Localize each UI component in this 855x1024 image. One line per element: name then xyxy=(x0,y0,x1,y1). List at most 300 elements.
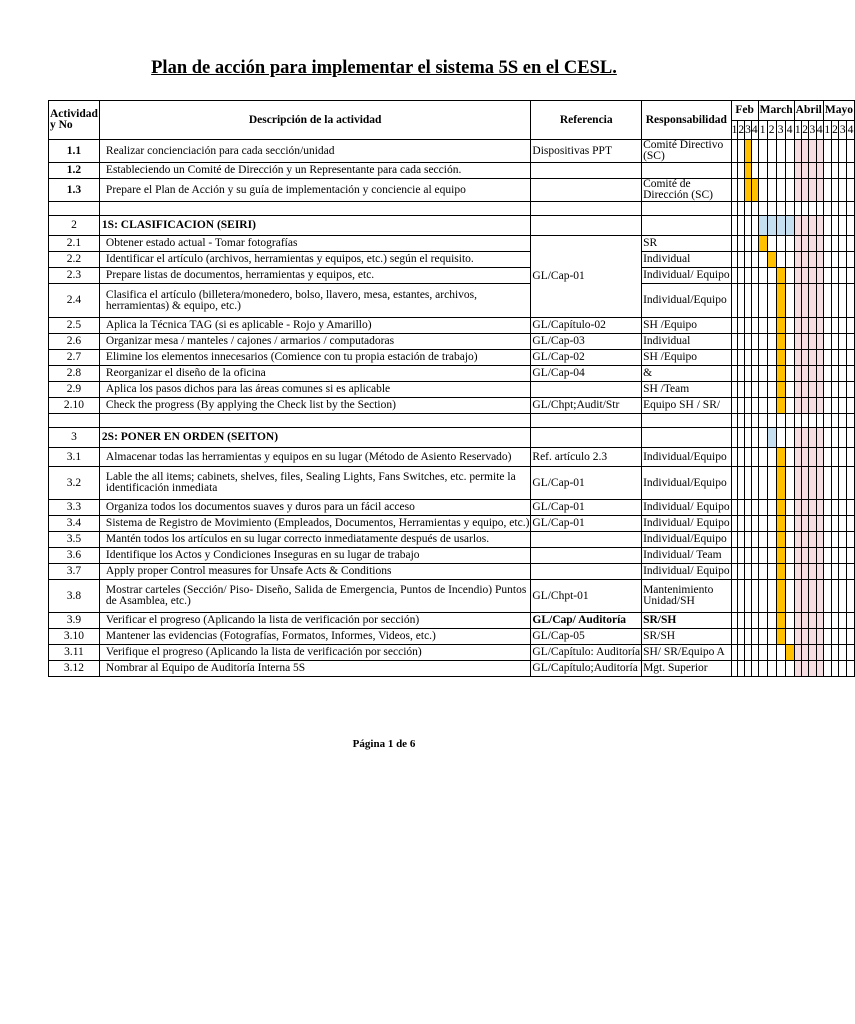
week-cell xyxy=(816,140,823,163)
week-cell xyxy=(823,179,831,202)
activity-responsibility: Equipo SH / SR/ xyxy=(642,398,732,414)
week-cell xyxy=(831,398,839,414)
week-cell xyxy=(801,548,808,564)
week-cell xyxy=(809,516,816,532)
spacer-cell xyxy=(758,414,767,428)
week-cell xyxy=(801,252,808,268)
activity-id: 3.6 xyxy=(49,548,100,564)
week-cell xyxy=(758,382,767,398)
activity-row xyxy=(49,661,855,677)
activity-description: Check the progress (By applying the Check list by the Section) xyxy=(99,398,530,414)
week-cell xyxy=(767,645,776,661)
activity-description: Verificar el progreso (Aplicando la lista de verificación por sección) xyxy=(99,613,530,629)
week-cell xyxy=(731,216,738,236)
week-cell xyxy=(745,350,752,366)
week-cell xyxy=(785,163,794,179)
activity-row xyxy=(49,236,855,252)
week-cell xyxy=(794,661,801,677)
week-cell xyxy=(816,236,823,252)
week-cell xyxy=(751,661,758,677)
activity-responsibility xyxy=(642,428,732,448)
week-cell xyxy=(831,382,839,398)
week-cell xyxy=(816,216,823,236)
week-cell xyxy=(776,216,785,236)
week-cell xyxy=(794,318,801,334)
week-cell xyxy=(776,613,785,629)
week-cell xyxy=(816,350,823,366)
week-cell xyxy=(745,548,752,564)
week-cell xyxy=(816,548,823,564)
week-cell xyxy=(801,645,808,661)
week-cell xyxy=(809,268,816,284)
week-cell xyxy=(785,216,794,236)
spacer-cell xyxy=(785,202,794,216)
week-cell xyxy=(745,645,752,661)
activity-description: Clasifica el artículo (billetera/monedero, bolso, llavero, mesa, estantes, archivos, herramientas) & equipo, etc.) xyxy=(99,284,530,318)
week-cell xyxy=(823,629,831,645)
week-cell xyxy=(847,629,855,645)
activity-responsibility: Individual/ Equipo xyxy=(642,516,732,532)
week-cell xyxy=(809,467,816,500)
spacer-cell xyxy=(642,202,732,216)
activity-id: 3.2 xyxy=(49,467,100,500)
week-cell xyxy=(785,252,794,268)
activity-id: 3.5 xyxy=(49,532,100,548)
week-cell xyxy=(776,428,785,448)
week-cell xyxy=(847,366,855,382)
spacer-cell xyxy=(731,202,738,216)
week-cell xyxy=(839,366,847,382)
week-cell xyxy=(758,428,767,448)
week-cell xyxy=(809,252,816,268)
week-cell xyxy=(738,252,745,268)
week-cell xyxy=(839,613,847,629)
week-cell xyxy=(831,532,839,548)
activity-responsibility: Comité Directivo (SC) xyxy=(642,140,732,163)
spacer-cell xyxy=(794,414,801,428)
spacer-cell xyxy=(839,414,847,428)
activity-responsibility: Individual/Equipo xyxy=(642,467,732,500)
activity-row xyxy=(49,140,855,163)
week-cell xyxy=(731,366,738,382)
spacer-cell xyxy=(738,414,745,428)
week-cell xyxy=(809,629,816,645)
week-cell xyxy=(809,366,816,382)
week-cell xyxy=(847,516,855,532)
week-cell xyxy=(823,318,831,334)
week-cell xyxy=(758,268,767,284)
week-cell xyxy=(745,532,752,548)
week-cell xyxy=(758,645,767,661)
week-cell xyxy=(831,516,839,532)
week-cell xyxy=(738,629,745,645)
week-cell xyxy=(809,448,816,467)
spacer-cell xyxy=(816,414,823,428)
week-cell xyxy=(767,398,776,414)
week-cell xyxy=(767,428,776,448)
week-cell xyxy=(758,350,767,366)
week-cell xyxy=(745,163,752,179)
week-cell xyxy=(831,318,839,334)
week-cell xyxy=(847,284,855,318)
week-cell xyxy=(831,661,839,677)
week-cell xyxy=(839,216,847,236)
activity-description: Verifique el progreso (Aplicando la lista de verificación por sección) xyxy=(99,645,530,661)
activity-id: 1.2 xyxy=(49,163,100,179)
week-cell xyxy=(831,366,839,382)
week-cell xyxy=(847,428,855,448)
week-cell xyxy=(751,467,758,500)
week-cell xyxy=(816,532,823,548)
activity-row xyxy=(49,366,855,382)
week-cell xyxy=(794,236,801,252)
week-cell xyxy=(745,382,752,398)
activity-responsibility: Individual xyxy=(642,334,732,350)
activity-responsibility: Mantenimiento Unidad/SH xyxy=(642,580,732,613)
activity-reference: GL/Cap/ Auditoría xyxy=(531,613,642,629)
week-cell xyxy=(794,382,801,398)
week-cell xyxy=(767,366,776,382)
week-cell xyxy=(758,252,767,268)
week-cell xyxy=(731,645,738,661)
week-cell xyxy=(823,548,831,564)
week-cell xyxy=(785,284,794,318)
week-cell xyxy=(738,268,745,284)
week-cell xyxy=(847,179,855,202)
week-cell xyxy=(847,216,855,236)
activity-reference: GL/Cap-05 xyxy=(531,629,642,645)
week-cell xyxy=(823,236,831,252)
week-cell xyxy=(751,252,758,268)
spacer-cell xyxy=(816,202,823,216)
week-cell xyxy=(839,318,847,334)
week-cell xyxy=(823,645,831,661)
spacer-cell xyxy=(809,414,816,428)
week-cell xyxy=(745,500,752,516)
week-cell xyxy=(816,428,823,448)
week-number: 2 xyxy=(767,121,776,140)
week-cell xyxy=(785,467,794,500)
week-cell xyxy=(823,140,831,163)
week-cell xyxy=(751,268,758,284)
week-cell xyxy=(731,448,738,467)
week-cell xyxy=(758,548,767,564)
week-cell xyxy=(801,350,808,366)
week-cell xyxy=(794,580,801,613)
week-cell xyxy=(785,179,794,202)
week-cell xyxy=(823,500,831,516)
week-cell xyxy=(794,366,801,382)
activity-row xyxy=(49,629,855,645)
week-cell xyxy=(839,448,847,467)
week-cell xyxy=(767,179,776,202)
activity-description: Prepare el Plan de Acción y su guía de implementación y conciencie al equipo xyxy=(99,179,530,202)
week-cell xyxy=(751,500,758,516)
week-cell xyxy=(776,532,785,548)
week-cell xyxy=(776,284,785,318)
week-cell xyxy=(738,350,745,366)
week-cell xyxy=(731,163,738,179)
activity-responsibility: Individual/ Equipo xyxy=(642,500,732,516)
week-cell xyxy=(794,398,801,414)
week-cell xyxy=(767,252,776,268)
week-cell xyxy=(816,580,823,613)
document-title xyxy=(0,58,768,79)
week-cell xyxy=(731,516,738,532)
week-cell xyxy=(847,163,855,179)
week-cell xyxy=(801,268,808,284)
week-cell xyxy=(758,236,767,252)
week-cell xyxy=(847,398,855,414)
header-descripcion: Descripción de la actividad xyxy=(99,101,530,140)
week-cell xyxy=(745,564,752,580)
week-cell xyxy=(785,516,794,532)
activity-reference xyxy=(531,532,642,548)
week-cell xyxy=(751,532,758,548)
week-cell xyxy=(758,216,767,236)
week-cell xyxy=(823,398,831,414)
week-cell xyxy=(847,334,855,350)
week-number: 3 xyxy=(776,121,785,140)
week-cell xyxy=(839,645,847,661)
activity-id: 2.8 xyxy=(49,366,100,382)
week-cell xyxy=(785,500,794,516)
week-cell xyxy=(823,467,831,500)
week-cell xyxy=(776,398,785,414)
activity-description: Nombrar al Equipo de Auditoría Interna 5S xyxy=(99,661,530,677)
week-cell xyxy=(738,516,745,532)
week-cell xyxy=(731,548,738,564)
spacer-cell xyxy=(745,202,752,216)
week-cell xyxy=(839,350,847,366)
activity-responsibility: Individual/ Team xyxy=(642,548,732,564)
week-cell xyxy=(831,448,839,467)
week-cell xyxy=(738,216,745,236)
activity-id: 2.7 xyxy=(49,350,100,366)
week-cell xyxy=(751,284,758,318)
activity-row xyxy=(49,580,855,613)
activity-id: 3.4 xyxy=(49,516,100,532)
week-cell xyxy=(847,318,855,334)
spacer-cell xyxy=(839,202,847,216)
week-cell xyxy=(816,516,823,532)
week-cell xyxy=(776,645,785,661)
week-cell xyxy=(839,661,847,677)
activity-row xyxy=(49,252,855,268)
week-cell xyxy=(847,564,855,580)
week-cell xyxy=(751,236,758,252)
week-cell xyxy=(823,580,831,613)
week-cell xyxy=(831,216,839,236)
week-cell xyxy=(767,318,776,334)
week-cell xyxy=(751,140,758,163)
week-cell xyxy=(785,532,794,548)
activity-row xyxy=(49,532,855,548)
week-cell xyxy=(801,564,808,580)
document-title-text: Plan de acción para implementar el sistema 5S en el CESL. xyxy=(151,58,617,78)
week-cell xyxy=(839,236,847,252)
activity-reference: GL/Cap-04 xyxy=(531,366,642,382)
week-cell xyxy=(731,268,738,284)
week-cell xyxy=(794,500,801,516)
week-cell xyxy=(794,645,801,661)
week-cell xyxy=(767,548,776,564)
activity-reference: GL/Cap-01 xyxy=(531,467,642,500)
spacer-cell xyxy=(49,414,100,428)
week-cell xyxy=(738,318,745,334)
week-cell xyxy=(816,252,823,268)
page-footer: Página 1 de 6 xyxy=(352,738,416,750)
activity-reference: GL/Cap-01 xyxy=(531,500,642,516)
activity-reference xyxy=(531,216,642,236)
week-cell xyxy=(731,252,738,268)
week-cell xyxy=(816,334,823,350)
week-cell xyxy=(776,564,785,580)
activity-id: 3.8 xyxy=(49,580,100,613)
week-cell xyxy=(794,448,801,467)
week-cell xyxy=(809,350,816,366)
activity-row xyxy=(49,179,855,202)
section-row xyxy=(49,428,855,448)
week-cell xyxy=(758,398,767,414)
week-cell xyxy=(758,318,767,334)
week-cell xyxy=(776,548,785,564)
week-cell xyxy=(839,580,847,613)
week-cell xyxy=(776,350,785,366)
activity-responsibility: Individual/Equipo xyxy=(642,532,732,548)
activity-description: Reorganizar el diseño de la oficina xyxy=(99,366,530,382)
week-cell xyxy=(794,428,801,448)
week-number: 3 xyxy=(839,121,847,140)
activity-row xyxy=(49,516,855,532)
header-referencia: Referencia xyxy=(531,101,642,140)
week-cell xyxy=(801,428,808,448)
week-cell xyxy=(776,467,785,500)
activity-responsibility: Mgt. Superior xyxy=(642,661,732,677)
week-cell xyxy=(816,661,823,677)
week-cell xyxy=(823,252,831,268)
week-cell xyxy=(767,580,776,613)
activity-reference xyxy=(531,548,642,564)
week-number: 2 xyxy=(831,121,839,140)
week-cell xyxy=(767,564,776,580)
spacer-cell xyxy=(847,414,855,428)
week-cell xyxy=(823,366,831,382)
activity-description: Lable the all items; cabinets, shelves, files, Sealing Lights, Fans Switches, etc. permite la identificación inmediata xyxy=(99,467,530,500)
activity-id: 2.9 xyxy=(49,382,100,398)
activity-description: Organizar mesa / manteles / cajones / armarios / computadoras xyxy=(99,334,530,350)
spacer-cell xyxy=(785,414,794,428)
week-cell xyxy=(816,366,823,382)
week-cell xyxy=(831,236,839,252)
week-cell xyxy=(847,548,855,564)
week-cell xyxy=(751,216,758,236)
week-number: 4 xyxy=(785,121,794,140)
activity-responsibility: SH /Equipo xyxy=(642,318,732,334)
week-cell xyxy=(801,366,808,382)
week-cell xyxy=(839,629,847,645)
week-cell xyxy=(751,629,758,645)
week-cell xyxy=(738,428,745,448)
week-cell xyxy=(794,140,801,163)
activity-description: Realizar concienciación para cada sección/unidad xyxy=(99,140,530,163)
week-cell xyxy=(801,580,808,613)
activity-description: 1S: CLASIFICACION (SEIRI) xyxy=(99,216,530,236)
activity-id: 1.1 xyxy=(49,140,100,163)
week-cell xyxy=(731,629,738,645)
week-cell xyxy=(847,661,855,677)
week-cell xyxy=(738,661,745,677)
week-cell xyxy=(731,661,738,677)
activity-responsibility: Individual xyxy=(642,252,732,268)
week-cell xyxy=(745,179,752,202)
week-cell xyxy=(831,163,839,179)
week-cell xyxy=(816,318,823,334)
week-cell xyxy=(758,564,767,580)
week-cell xyxy=(809,284,816,318)
week-cell xyxy=(794,467,801,500)
week-cell xyxy=(776,500,785,516)
week-cell xyxy=(809,500,816,516)
week-cell xyxy=(731,564,738,580)
month-abril: Abril xyxy=(794,101,823,121)
week-cell xyxy=(785,548,794,564)
week-cell xyxy=(794,629,801,645)
week-cell xyxy=(816,398,823,414)
week-cell xyxy=(809,428,816,448)
week-cell xyxy=(767,163,776,179)
week-cell xyxy=(847,448,855,467)
week-cell xyxy=(758,448,767,467)
week-cell xyxy=(738,532,745,548)
spacer-cell xyxy=(809,202,816,216)
week-cell xyxy=(758,163,767,179)
week-cell xyxy=(831,284,839,318)
week-cell xyxy=(767,236,776,252)
week-cell xyxy=(738,613,745,629)
spacer-row xyxy=(49,414,855,428)
week-cell xyxy=(767,516,776,532)
activity-reference: GL/Cap-03 xyxy=(531,334,642,350)
week-cell xyxy=(839,252,847,268)
week-cell xyxy=(785,564,794,580)
spacer-cell xyxy=(758,202,767,216)
week-cell xyxy=(731,580,738,613)
week-cell xyxy=(839,284,847,318)
week-number: 2 xyxy=(738,121,745,140)
week-cell xyxy=(847,140,855,163)
week-cell xyxy=(785,448,794,467)
spacer-cell xyxy=(531,202,642,216)
week-cell xyxy=(776,318,785,334)
activity-id: 2 xyxy=(49,216,100,236)
week-cell xyxy=(731,318,738,334)
week-number: 1 xyxy=(758,121,767,140)
spacer-cell xyxy=(767,202,776,216)
week-cell xyxy=(831,467,839,500)
week-cell xyxy=(823,448,831,467)
activity-responsibility: Individual/Equipo xyxy=(642,448,732,467)
week-cell xyxy=(847,532,855,548)
week-cell xyxy=(776,580,785,613)
week-cell xyxy=(839,516,847,532)
activity-id: 3.10 xyxy=(49,629,100,645)
activity-description: Apply proper Control measures for Unsafe Acts & Conditions xyxy=(99,564,530,580)
week-cell xyxy=(776,629,785,645)
week-cell xyxy=(738,580,745,613)
week-cell xyxy=(831,268,839,284)
week-cell xyxy=(785,268,794,284)
